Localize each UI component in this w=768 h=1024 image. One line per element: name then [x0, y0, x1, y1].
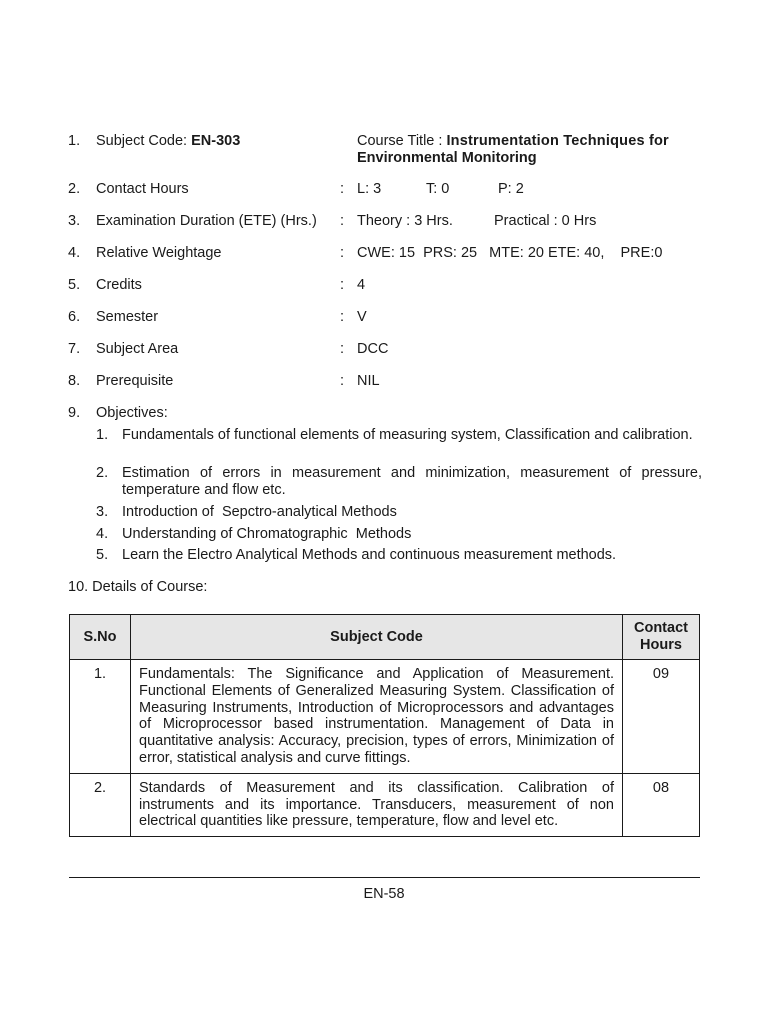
- colon: :: [340, 309, 345, 325]
- colon: :: [340, 181, 345, 197]
- course-title-line2: Environmental Monitoring: [357, 150, 537, 166]
- lecture-hours: L: 3: [357, 181, 382, 197]
- colon: :: [340, 277, 345, 293]
- item-number: 5.: [68, 277, 81, 293]
- objective-text: Learn the Electro Analytical Methods and continuous measurement methods.: [122, 547, 617, 563]
- item-number: 4.: [68, 245, 81, 261]
- row-hours: 09: [623, 660, 700, 774]
- objective-number: 2.: [96, 465, 109, 481]
- contact-hours-label: Contact Hours: [96, 181, 189, 197]
- credits-value: 4: [357, 277, 366, 293]
- semester-value: V: [357, 309, 367, 325]
- item-number: 7.: [68, 341, 81, 357]
- row-sno: 1.: [70, 660, 131, 774]
- prerequisite-value: NIL: [357, 373, 380, 389]
- course-details-table: [69, 614, 700, 837]
- practical-duration: Practical : 0 Hrs: [494, 213, 597, 229]
- tutorial-hours: T: 0: [426, 181, 450, 197]
- details-heading: 10. Details of Course:: [68, 579, 208, 595]
- footer-divider: [69, 877, 700, 878]
- item-number: 9.: [68, 405, 81, 421]
- practical-hours: P: 2: [498, 181, 524, 197]
- table-row: [70, 660, 700, 774]
- credits-label: Credits: [96, 277, 142, 293]
- colon: :: [340, 341, 345, 357]
- page-number: EN-58: [363, 886, 405, 902]
- row-description: Fundamentals: The Significance and Application of Measurement. Functional Elements of Generalized Measuring System. Classification of Measuring Instruments, Introduction of Microprocessors and advantages of Microprocessor based instrumentation. Management of Data in quantitative analysis: Accuracy, precision, types of errors, Minimization of error, statistical analysis and curve fittings.: [131, 660, 623, 774]
- colon: :: [340, 373, 345, 389]
- objective-number: 4.: [96, 526, 109, 542]
- item-number: 3.: [68, 213, 81, 229]
- objective-text: Estimation of errors in measurement and minimization, measurement of pressure, temperature and flow etc.: [122, 465, 702, 498]
- objective-number: 5.: [96, 547, 109, 563]
- colon: :: [340, 245, 345, 261]
- subject-area-value: DCC: [357, 341, 389, 357]
- objective-text: Introduction of Sepctro-analytical Methods: [122, 504, 397, 520]
- relative-weightage-label: Relative Weightage: [96, 245, 222, 261]
- subject-area-label: Subject Area: [96, 341, 179, 357]
- objective-number: 1.: [96, 427, 109, 443]
- header-sno: S.No: [70, 615, 131, 660]
- item-number: 2.: [68, 181, 81, 197]
- exam-duration-label: Examination Duration (ETE) (Hrs.): [96, 213, 317, 229]
- row-hours: 08: [623, 773, 700, 836]
- prerequisite-label: Prerequisite: [96, 373, 174, 389]
- header-subject-code: Subject Code: [131, 615, 623, 660]
- colon: :: [340, 213, 345, 229]
- relative-weightage-value: CWE: 15 PRS: 25 MTE: 20 ETE: 40, PRE:0: [357, 245, 663, 261]
- semester-label: Semester: [96, 309, 159, 325]
- objectives-heading: Objectives:: [96, 405, 168, 421]
- row-description: Standards of Measurement and its classification. Calibration of instruments and its importance. Transducers, measurement of non electrical quantities like pressure, temperature, flow and level etc.: [131, 773, 623, 836]
- item-number: 1.: [68, 133, 81, 149]
- subject-code-label: Subject Code: EN-303: [96, 133, 241, 149]
- objective-number: 3.: [96, 504, 109, 520]
- objective-text: Understanding of Chromatographic Methods: [122, 526, 412, 542]
- table-row: [70, 773, 700, 836]
- course-title: [357, 133, 669, 167]
- subject-code-value: EN-303: [191, 133, 241, 149]
- row-sno: 2.: [70, 773, 131, 836]
- item-number: 8.: [68, 373, 81, 389]
- item-number: 6.: [68, 309, 81, 325]
- course-title-line1: Course Title : Instrumentation Techniques for: [357, 133, 669, 149]
- table-header-row: [70, 615, 700, 660]
- theory-duration: Theory : 3 Hrs.: [357, 213, 453, 229]
- objective-text: Fundamentals of functional elements of measuring system, Classification and calibration.: [122, 427, 693, 443]
- header-contact-hours: Contact Hours: [623, 615, 700, 660]
